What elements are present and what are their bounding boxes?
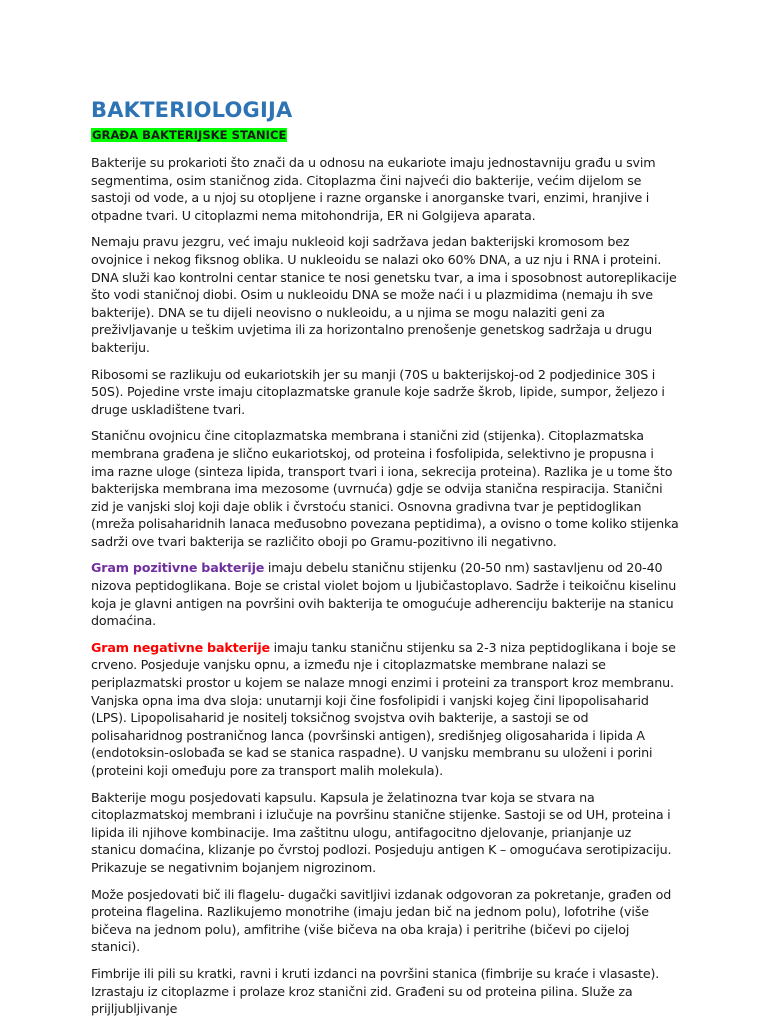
gram-positive-label: Gram pozitivne bakterije bbox=[91, 560, 265, 576]
gram-negative-label: Gram negativne bakterije bbox=[91, 639, 271, 655]
section-subtitle: GRAĐA BAKTERIJSKE STANICE bbox=[92, 128, 287, 142]
paragraph-cell-envelope: Staničnu ovojnicu čine citoplazmatska membrana i stanični zid (stijenka). Citoplazmatska membrana građena je slično eukariotskoj, od proteina i fosfolipida, selektivno je propusna i ima razne uloge (sinteza lipida, transport tvari i iona, sekrecija proteina). Razlika je u tome što bakterijska membrana ima mezosome (uvrnuća) gdje se odvija stanična respiracija. Stanični zid je vanjski sloj koji daje oblik i čvrstoću stanici. Osnovna gradivna tvar je peptidoglikan (mreža polisaharidnih lanaca međusobno povezana peptidima), a ovisno o tome koliko stijenka sadrži ove tvari bakterija se različito oboji po Gramu-pozitivno ili negativno. bbox=[91, 428, 679, 549]
paragraph-fimbriae: Fimbrije ili pili su kratki, ravni i kruti izdanci na površini stanica (fimbrije su kraće i vlasaste). Izrastaju iz citoplazme i prolaze kroz stanični zid. Građeni su od proteina pilina. Služe za prijljubljivanje bbox=[91, 965, 660, 1017]
gram-negative-text: imaju tanku staničnu stijenku sa 2-3 niza peptidoglikana i boje se crveno. Posjeduje vanjsku opnu, a između nje i citoplazmatske membrane nalazi se periplazmatski prostor u kojem se nalaze mnogi enzimi i proteini za transport kroz membranu. Vanjska opna ima dva sloja: unutarnji koji čine fosfolipidi i vanjski kojeg čini lipopolisaharid (LPS). Lipopolisaharid je nositelj toksičnog svojstva ovih bakterije, a sastoji se od polisaharidnog postraničnog lanca (površinski antigen), središnjeg oligosaharida i lipida A (endotoksin-oslobađa se kad se stanica raspadne). U vanjsku membranu su uloženi i porini (proteini koji omeđuju pore za transport malih molekula). bbox=[91, 639, 676, 778]
paragraph-capsule: Bakterije mogu posjedovati kapsulu. Kapsula je želatinozna tvar koja se stvara na citoplazmatskoj membrani i izlučuje na površinu stanične stijenke. Sastoji se od UH, proteina i lipida ili njihove kombinacije. Ima zaštitnu ulogu, antifagocitno djelovanje, prianjanje uz stanicu domaćina, klizanje po čvrstoj podlozi. Posjeduju antigen K – omogućava serotipizaciju. Prikazuje se negativnim bojanjem nigrozinom. bbox=[91, 789, 672, 875]
paragraph-ribosomes: Ribosomi se razlikuju od eukariotskih jer su manji (70S u bakterijskoj-od 2 podjedinice 30S i 50S). Pojedine vrste imaju citoplazmatske granule koje sadrže škrob, lipide, sumpor, željezo i druge uskladištene tvari. bbox=[91, 366, 665, 417]
paragraph-flagella: Može posjedovati bič ili flagelu- dugački savitljivi izdanak odgovoran za pokretanje, građen od proteina flagelina. Razlikujemo monotrihe (imaju jedan bič na jednom polu), lofotrihe (više bičeva na jednom polu), amfitrihe (više bičeva na oba kraja) i peritrihe (bičevi po cijeloj stanici). bbox=[91, 886, 672, 955]
gram-positive-text: imaju debelu staničnu stijenku (20-50 nm) sastavljenu od 20-40 nizova peptidoglikana. Boje se cristal violet bojom u ljubičastoplavo. Sadrže i teikoičnu kiselinu koja je glavni antigen na površini ovih bakterija te omogućuje adherenciju bakterije na stanicu domaćina. bbox=[91, 560, 677, 629]
paragraph-gram-negative bbox=[91, 639, 679, 780]
paragraph-nucleoid: Nemaju pravu jezgru, već imaju nukleoid koji sadržava jedan bakterijski kromosom bez ovojnice i nekog fiksnog oblika. U nukleoidu se nalazi oko 60% DNA, a uz nju i RNA i proteini. DNA služi kao kontrolni centar stanice te nosi genetsku tvar, a ima i sposobnost autoreplikacije što vodi staničnoj diobi. Osim u nukleoidu DNA se može naći i u plazmidima (nemaju ih sve bakterije). DNA se tu dijeli neovisno o nukleoidu, a u njima se mogu nalaziti geni za preživljavanje u teškim uvjetima ili za horizontalno prenošenje genetskog sadržaja u drugu bakteriju. bbox=[91, 234, 677, 355]
paragraph-gram-positive bbox=[91, 559, 679, 629]
document-page bbox=[91, 95, 679, 1027]
document-title: BAKTERIOLOGIJA bbox=[91, 98, 293, 122]
paragraph-cytoplasm: Bakterije su prokarioti što znači da u odnosu na eukariote imaju jednostavniju građu u svim segmentima, osim staničnog zida. Citoplazma čini najveći dio bakterije, većim dijelom se sastoji od vode, a u njoj su otopljene i razne organske i anorganske tvari, enzimi, hranjive i otpadne tvari. U citoplazmi nema mitohondrija, ER ni Golgijeva aparata. bbox=[91, 155, 656, 223]
subtitle-line bbox=[91, 125, 679, 144]
